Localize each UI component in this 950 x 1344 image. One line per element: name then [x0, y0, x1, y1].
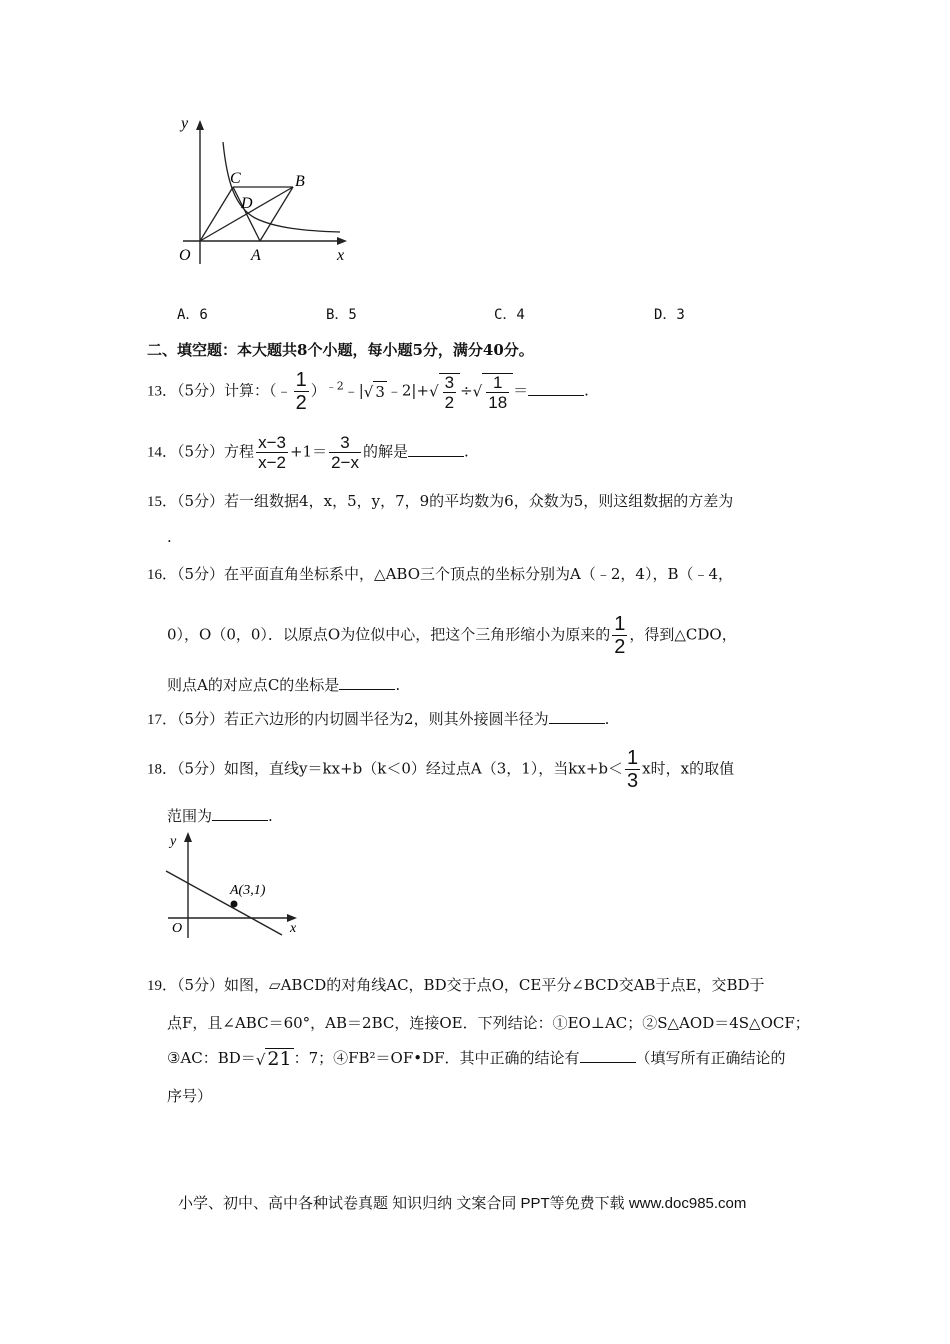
- fraction: $\frac{1}{3}$: [627, 747, 639, 792]
- label-x: x: [337, 247, 345, 264]
- question-number: 13．: [147, 383, 178, 400]
- y-axis-arrow: [184, 832, 192, 842]
- option-b: B．5: [326, 307, 357, 323]
- option-c: C．4: [494, 307, 525, 323]
- fraction: $\frac{1}{2}$: [295, 369, 307, 414]
- label-y: y: [170, 834, 177, 849]
- answer-blank: [339, 675, 395, 690]
- sqrt: √ $\frac{1}{18}$: [473, 373, 513, 411]
- page-footer: 小学、初中、高中各种试卷真题 知识归纳 文案合同 PPT等免费下载 www.doc985.com: [178, 1195, 747, 1212]
- fraction: $\frac{1}{2}$: [614, 613, 626, 658]
- question-number: 17．: [147, 712, 178, 728]
- question-19-line3: ③AC：BD＝√ 21 ：7；④FB²＝OF•DF．其中正确的结论有 （填写所有正确结论的: [167, 1048, 786, 1070]
- label-y: y: [181, 115, 189, 132]
- label-x: x: [290, 921, 297, 936]
- option-d: D．3: [654, 307, 685, 323]
- answer-blank: [549, 709, 605, 724]
- label-b: B: [295, 173, 305, 190]
- segment-ba: [260, 187, 293, 241]
- question-19: 19．（5分）如图，▱ABCD的对角线AC，BD交于点O，CE平分∠BCD交AB于点E，交BD于: [147, 976, 765, 994]
- question-number: 14．: [147, 444, 178, 461]
- sqrt: √ 21: [255, 1048, 292, 1070]
- y-axis-arrow: [196, 120, 204, 130]
- sqrt: √ 3: [363, 383, 385, 401]
- line-kx-plus-b: [166, 871, 282, 935]
- question-number: 15．: [147, 494, 178, 510]
- label-o: O: [172, 921, 183, 936]
- q12-figure: [165, 112, 365, 272]
- point-a: [231, 901, 238, 908]
- fraction: $\frac{x-3}{x-2}$: [258, 433, 286, 472]
- question-15: 15．（5分）若一组数据4，x，5，y，7，9的平均数为6，众数为5，则这组数据的方差为: [147, 492, 734, 510]
- answer-blank: [408, 442, 464, 457]
- label-c: C: [230, 170, 241, 187]
- question-16-line3: 则点A的对应点C的坐标是 .: [167, 676, 401, 694]
- question-number: 19．: [147, 978, 178, 994]
- fraction: $\frac{3}{2-x}$: [331, 433, 359, 472]
- label-o: O: [179, 247, 191, 264]
- question-15-line2: .: [167, 528, 172, 546]
- q18-figure: [160, 828, 305, 940]
- question-19-line2: 点F，且∠ABC＝60°，AB＝2BC，连接OE．下列结论：①EO⊥AC；②S△AOD＝4S△OCF；: [167, 1014, 810, 1032]
- question-14: 14．（5分）方程 $\frac{x-3}{x-2}$ +1＝ $\frac{3}{2-x}$ 的解是 .: [147, 433, 469, 472]
- answer-blank: [212, 806, 268, 821]
- question-16: 16．（5分）在平面直角坐标系中，△ABO三个顶点的坐标分别为A（﹣2，4），B（﹣4，: [147, 565, 734, 583]
- question-19-line4: 序号）: [167, 1087, 213, 1105]
- question-number: 18．: [147, 761, 178, 778]
- sqrt: √ $\frac{3}{2}$: [429, 373, 460, 411]
- question-18-line2: 范围为 .: [167, 807, 273, 825]
- label-d: D: [241, 195, 253, 212]
- answer-blank: [528, 381, 584, 396]
- x-axis-arrow: [337, 237, 347, 245]
- answer-blank: [580, 1048, 636, 1063]
- section-heading: 二、填空题：本大题共8个小题，每小题5分，满分40分。: [147, 341, 534, 359]
- segment-oc: [200, 187, 233, 241]
- question-16-line2: 0），O（0，0）．以原点O为位似中心，把这个三角形缩小为原来的 $\frac{1}{2}$ ，得到△CDO，: [167, 613, 737, 658]
- question-number: 16．: [147, 567, 178, 583]
- label-point-a: A(3,1): [230, 883, 266, 898]
- option-a: A．6: [177, 307, 208, 323]
- question-13: 13．（5分）计算：（﹣ $\frac{1}{2}$ ）$^{﹣2}$﹣|√ 3 ﹣2|+√ $\frac{3}{2}$ ÷√ $\frac{1}{18}$ ＝ .: [147, 369, 589, 414]
- question-18: 18．（5分）如图，直线y＝kx+b（k＜0）经过点A（3，1），当kx+b＜ $\frac{1}{3}$ x时，x的取值: [147, 747, 735, 792]
- question-17: 17．（5分）若正六边形的内切圆半径为2，则其外接圆半径为 .: [147, 710, 610, 728]
- label-a: A: [251, 247, 261, 264]
